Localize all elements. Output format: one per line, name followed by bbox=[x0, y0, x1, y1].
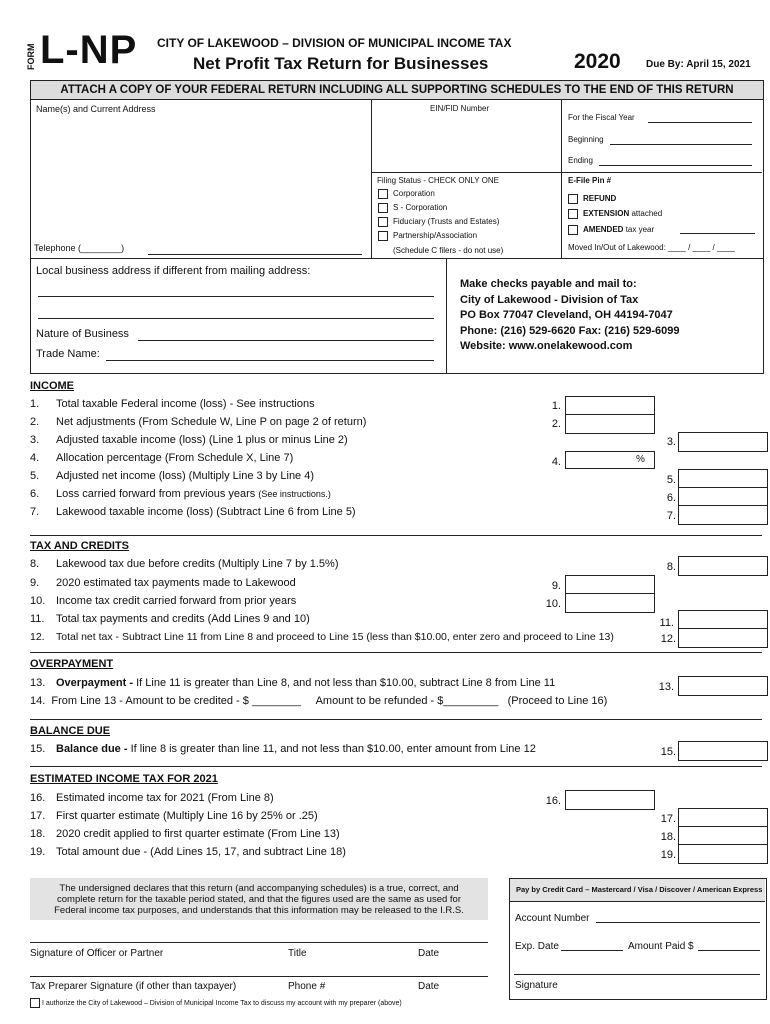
ein-label: EIN/FID Number bbox=[430, 104, 490, 113]
line-text: First quarter estimate (Multiply Line 16 by 25% or .25) bbox=[56, 810, 318, 822]
line-number: 15. bbox=[30, 743, 46, 755]
beginning-line[interactable] bbox=[610, 144, 752, 145]
line-number: 9. bbox=[30, 577, 40, 589]
line-number: 7. bbox=[30, 506, 40, 518]
overpayment-heading: OVERPAYMENT bbox=[30, 658, 114, 670]
mail-line: City of Lakewood - Division of Tax bbox=[460, 293, 639, 306]
extension-suffix: attached bbox=[631, 209, 663, 219]
line-text: Total amount due - (Add Lines 15, 17, and subtract Line 18) bbox=[56, 846, 346, 858]
line-number: 3. bbox=[30, 434, 40, 446]
income-line-5 bbox=[30, 470, 314, 482]
line-number: 4. bbox=[30, 452, 40, 464]
line-ref: 9. bbox=[551, 580, 561, 592]
attach-banner: ATTACH A COPY OF YOUR FEDERAL RETURN INCLUDING ALL SUPPORTING SCHEDULES TO THE END OF THIS RETURN bbox=[30, 80, 764, 100]
checkbox-icon[interactable] bbox=[568, 194, 578, 204]
filing-option-label: Corporation bbox=[393, 189, 435, 199]
line-17-input[interactable] bbox=[678, 808, 768, 828]
estimated-line-16 bbox=[30, 792, 274, 804]
agency-name: CITY OF LAKEWOOD – DIVISION OF MUNICIPAL INCOME TAX bbox=[157, 36, 512, 50]
line-ref: 5. bbox=[666, 474, 676, 486]
line-6-note: (See instructions.) bbox=[258, 489, 331, 499]
line-ref: 16. bbox=[545, 795, 561, 807]
due-date: Due By: April 15, 2021 bbox=[646, 59, 751, 70]
filing-option-partnership[interactable] bbox=[378, 231, 477, 241]
date-label-2: Date bbox=[418, 981, 440, 992]
balance-line-15 bbox=[30, 743, 536, 755]
nature-of-business-label: Nature of Business bbox=[36, 328, 129, 340]
line-text: 2020 credit applied to first quarter estimate (From Line 13) bbox=[56, 828, 340, 840]
line-15-bold: Balance due - bbox=[56, 743, 128, 755]
tax-line-11 bbox=[30, 613, 310, 625]
officer-signature-line[interactable] bbox=[30, 942, 488, 943]
line-text: Net adjustments (From Schedule W, Line P on page 2 of return) bbox=[56, 416, 367, 428]
line-text: If line 8 is greater than line 11, and not less than $10.00, enter amount from Line 12 bbox=[130, 743, 536, 755]
line-ref: 6. bbox=[666, 492, 676, 504]
filing-status-label: Filing Status - CHECK ONLY ONE bbox=[377, 176, 499, 185]
estimated-heading: ESTIMATED INCOME TAX FOR 2021 bbox=[30, 773, 218, 785]
line-19-input[interactable] bbox=[678, 844, 768, 864]
fiscal-year-label: For the Fiscal Year bbox=[568, 113, 635, 122]
mail-line: Phone: (216) 529-6620 Fax: (216) 529-6099 bbox=[460, 324, 680, 337]
line-number: 10. bbox=[30, 595, 46, 607]
section-divider bbox=[30, 766, 762, 767]
line-13-bold: Overpayment - bbox=[56, 677, 134, 689]
line-text: Allocation percentage (From Schedule X, Line 7) bbox=[56, 452, 294, 464]
ending-line[interactable] bbox=[599, 165, 752, 166]
amount-paid-line[interactable] bbox=[698, 950, 760, 951]
tax-line-8 bbox=[30, 558, 339, 570]
line-16-input[interactable] bbox=[565, 790, 655, 810]
extension-checkbox-row[interactable] bbox=[568, 209, 662, 219]
balance-due-heading: BALANCE DUE bbox=[30, 725, 111, 737]
line-2-input[interactable] bbox=[565, 414, 655, 434]
income-line-2 bbox=[30, 416, 366, 428]
line-number: 12. bbox=[30, 631, 45, 643]
line-number: 13. bbox=[30, 677, 46, 689]
local-address-label: Local business address if different from mailing address: bbox=[36, 265, 311, 277]
credit-card-header-text: Pay by Credit Card – Mastercard / Visa / Discover / American Express bbox=[516, 885, 763, 894]
line-ref: 11. bbox=[659, 617, 674, 629]
line-3-input[interactable] bbox=[678, 432, 768, 452]
line-ref: 18. bbox=[660, 831, 676, 843]
line-number: 19. bbox=[30, 846, 46, 858]
line-number: 17. bbox=[30, 810, 46, 822]
form-id: L-NP bbox=[40, 28, 138, 72]
checkbox-icon[interactable] bbox=[378, 203, 388, 213]
declaration-box bbox=[30, 878, 488, 920]
line-ref: 19. bbox=[660, 849, 676, 861]
line-10-input[interactable] bbox=[565, 593, 655, 613]
local-address-line-1[interactable] bbox=[38, 296, 434, 297]
section-divider bbox=[30, 652, 762, 653]
line-7-input[interactable] bbox=[678, 505, 768, 525]
line-5-input[interactable] bbox=[678, 469, 768, 489]
preparer-signature-label: Tax Preparer Signature (if other than taxpayer) bbox=[30, 981, 237, 992]
line-number: 8. bbox=[30, 558, 40, 570]
name-address-label: Name(s) and Current Address bbox=[36, 104, 156, 114]
form-vertical-label: FORM bbox=[26, 43, 36, 70]
filing-option-fiduciary[interactable] bbox=[378, 217, 499, 227]
line-18-input[interactable] bbox=[678, 826, 768, 846]
estimated-line-19 bbox=[30, 846, 346, 858]
checkbox-icon[interactable] bbox=[378, 217, 388, 227]
line-number: 6. bbox=[30, 488, 40, 500]
income-line-7 bbox=[30, 506, 356, 518]
mail-to-block bbox=[460, 277, 680, 355]
line-ref: 12. bbox=[660, 633, 676, 645]
line-number: 16. bbox=[30, 792, 46, 804]
filing-note: (Schedule C filers - do not use) bbox=[393, 246, 504, 255]
line-text: Adjusted net income (loss) (Multiply Line 3 by Line 4) bbox=[56, 470, 315, 482]
tax-line-10 bbox=[30, 595, 296, 607]
filing-option-corporation[interactable] bbox=[378, 189, 435, 199]
line-number: 18. bbox=[30, 828, 46, 840]
income-line-3 bbox=[30, 434, 348, 446]
line-text: If Line 11 is greater than Line 8, and not less than $10.00, subtract Line 8 from Line 11 bbox=[136, 677, 556, 689]
income-line-1 bbox=[30, 398, 315, 410]
line-text: Adjusted taxable income (loss) (Line 1 plus or minus Line 2) bbox=[56, 434, 348, 446]
line-text: Income tax credit carried forward from prior years bbox=[56, 595, 297, 607]
mail-line: Make checks payable and mail to: bbox=[460, 278, 637, 290]
filing-option-label: Partnership/Association bbox=[393, 231, 478, 241]
authorize-text: I authorize the City of Lakewood – Division of Municipal Income Tax to discuss my account with my preparer (above) bbox=[42, 999, 402, 1007]
line-ref: 1. bbox=[551, 400, 561, 412]
line-1-input[interactable] bbox=[565, 396, 655, 416]
line-ref: 3. bbox=[666, 436, 676, 448]
line-number: 5. bbox=[30, 470, 40, 482]
fiscal-year-line[interactable] bbox=[648, 122, 752, 123]
tax-year: 2020 bbox=[574, 50, 621, 73]
income-line-4 bbox=[30, 452, 293, 464]
line-ref: 8. bbox=[666, 561, 676, 573]
amended-year-line[interactable] bbox=[680, 233, 755, 234]
line-text: Total net tax - Subtract Line 11 from Line 8 and proceed to Line 15 (less than $10.00, enter zero and proceed to Line 13) bbox=[56, 631, 614, 643]
exp-date-label: Exp. Date bbox=[515, 941, 559, 952]
overpayment-line-14: 14. From Line 13 - Amount to be credited - $ ________ Amount to be refunded - $_________ (Proceed to Line 16) bbox=[30, 695, 608, 707]
phone-label: Phone # bbox=[288, 981, 326, 992]
local-address-line-2[interactable] bbox=[38, 318, 434, 319]
line-6-input[interactable] bbox=[678, 487, 768, 507]
refund-checkbox-row[interactable] bbox=[568, 194, 616, 204]
checkbox-icon[interactable] bbox=[30, 998, 40, 1008]
nature-of-business-line[interactable] bbox=[138, 340, 434, 341]
amount-paid-label: Amount Paid $ bbox=[628, 941, 694, 952]
line-text: Loss carried forward from previous years bbox=[56, 488, 256, 500]
tax-line-9 bbox=[30, 577, 296, 589]
section-divider bbox=[30, 719, 762, 720]
efile-pin-label: E-File Pin # bbox=[568, 176, 612, 185]
account-number-line[interactable] bbox=[596, 922, 760, 923]
extension-label: EXTENSION bbox=[583, 209, 630, 219]
tax-credits-heading: TAX AND CREDITS bbox=[30, 540, 129, 552]
declaration-text: The undersigned declares that this return (and accompanying schedules) is a true, correct, and complete return for the taxable period stated, and that the figures used are the same as used for Federal income tax purposes, and understands that this information may be released to the I.R.S. bbox=[54, 883, 464, 916]
line-number: 2. bbox=[30, 416, 40, 428]
income-line-6 bbox=[30, 488, 331, 500]
line-ref: 4. bbox=[551, 456, 561, 468]
telephone-label: Telephone (________) bbox=[34, 243, 125, 253]
checkbox-icon[interactable] bbox=[568, 225, 578, 235]
line-8-input[interactable] bbox=[678, 556, 768, 576]
filing-option-label: S - Corporation bbox=[393, 203, 448, 213]
line-text: Total taxable Federal income (loss) - See instructions bbox=[56, 398, 315, 410]
line-ref: 10. bbox=[545, 598, 561, 610]
amended-checkbox-row[interactable] bbox=[568, 225, 654, 235]
line-ref: 13. bbox=[658, 681, 674, 693]
checkbox-icon[interactable] bbox=[378, 189, 388, 199]
estimated-line-17 bbox=[30, 810, 318, 822]
card-signature-line[interactable] bbox=[514, 974, 760, 975]
checkbox-icon[interactable] bbox=[378, 231, 388, 241]
line-number: 11. bbox=[30, 613, 45, 625]
filing-option-s-corporation[interactable] bbox=[378, 203, 447, 213]
preparer-signature-line[interactable] bbox=[30, 976, 488, 977]
telephone-line[interactable] bbox=[148, 254, 362, 255]
card-signature-label: Signature bbox=[515, 980, 558, 991]
line-4-input[interactable] bbox=[565, 451, 655, 469]
trade-name-label: Trade Name: bbox=[36, 348, 100, 360]
exp-date-line[interactable] bbox=[561, 950, 623, 951]
refund-label: REFUND bbox=[583, 194, 617, 204]
mail-line: Website: www.onelakewood.com bbox=[460, 340, 633, 352]
line-text: 2020 estimated tax payments made to Lakewood bbox=[56, 577, 296, 589]
line-text: Estimated income tax for 2021 (From Line 8) bbox=[56, 792, 274, 804]
line-11-input[interactable] bbox=[678, 610, 768, 630]
mail-line: PO Box 77047 Cleveland, OH 44194-7047 bbox=[460, 309, 673, 321]
moved-label: Moved In/Out of Lakewood: ____ / ____ / ____ bbox=[568, 243, 735, 252]
line-ref: 2. bbox=[551, 418, 561, 430]
beginning-label: Beginning bbox=[568, 135, 604, 144]
ending-label: Ending bbox=[568, 156, 593, 165]
overpayment-line-13 bbox=[30, 677, 555, 689]
date-label: Date bbox=[418, 948, 440, 959]
authorize-row[interactable] bbox=[30, 998, 402, 1008]
income-heading: INCOME bbox=[30, 380, 74, 392]
line-ref: 7. bbox=[666, 510, 676, 522]
line-number: 1. bbox=[30, 398, 40, 410]
line-ref: 17. bbox=[660, 813, 676, 825]
form-title: Net Profit Tax Return for Businesses bbox=[193, 54, 489, 73]
line-ref: 15. bbox=[660, 746, 676, 758]
filing-option-label: Fiduciary (Trusts and Estates) bbox=[393, 217, 500, 227]
section-divider bbox=[30, 535, 762, 536]
checkbox-icon[interactable] bbox=[568, 209, 578, 219]
line-text: Lakewood taxable income (loss) (Subtract Line 6 from Line 5) bbox=[56, 506, 356, 518]
estimated-line-18 bbox=[30, 828, 340, 840]
amended-suffix: tax year bbox=[625, 225, 655, 235]
line-text: Lakewood tax due before credits (Multiply Line 7 by 1.5%) bbox=[56, 558, 339, 570]
line-text: Total tax payments and credits (Add Lines 9 and 10) bbox=[56, 613, 310, 625]
tax-line-12 bbox=[30, 631, 614, 643]
amended-label: AMENDED bbox=[583, 225, 624, 235]
line-13-input[interactable] bbox=[678, 676, 768, 696]
line-12-input[interactable] bbox=[678, 628, 768, 648]
line-15-input[interactable] bbox=[678, 741, 768, 761]
line-9-input[interactable] bbox=[565, 575, 655, 595]
account-number-label: Account Number bbox=[515, 913, 590, 924]
officer-signature-label: Signature of Officer or Partner bbox=[30, 948, 164, 959]
percent-sign: % bbox=[636, 454, 645, 465]
trade-name-line[interactable] bbox=[106, 360, 434, 361]
title-label: Title bbox=[288, 948, 307, 959]
